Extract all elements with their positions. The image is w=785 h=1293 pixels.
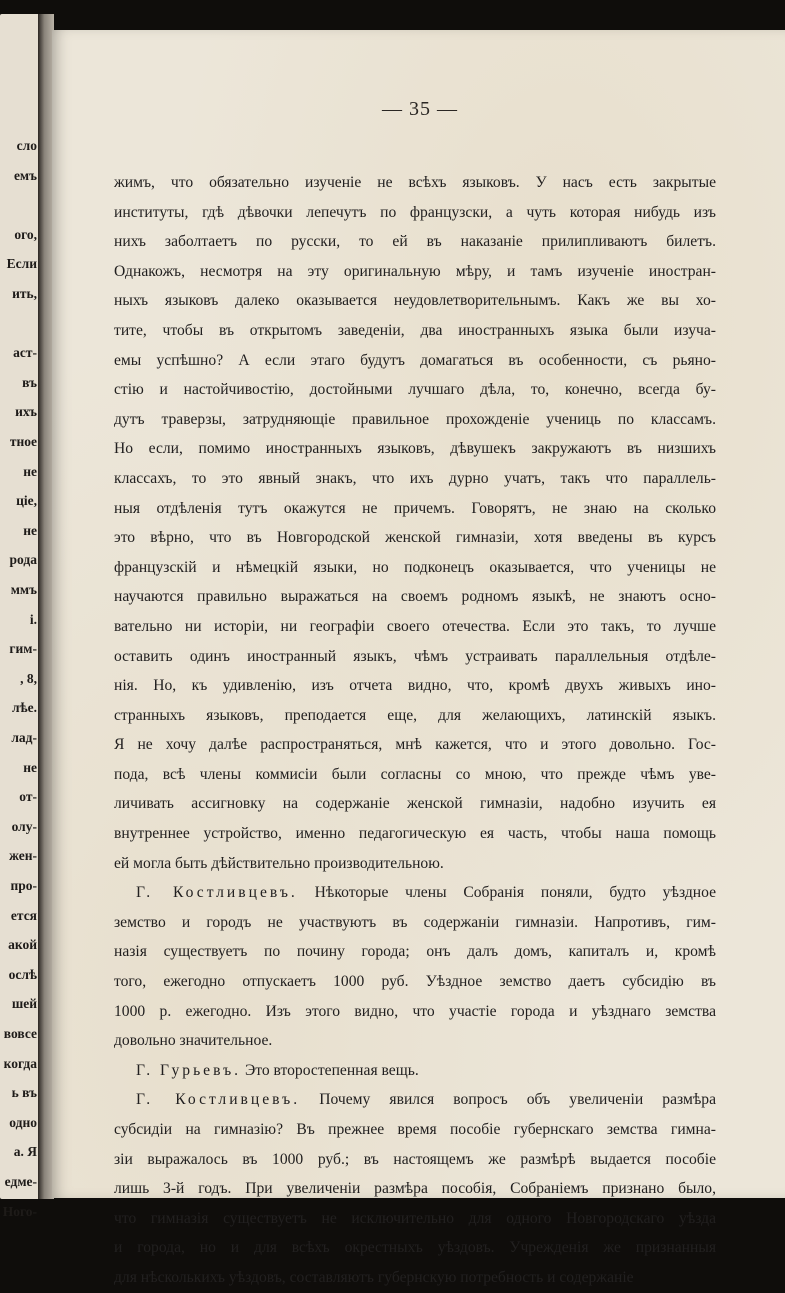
text-line: стію и настойчивостію, достойными лучшаго дѣла, то, конечно, всегда бу- xyxy=(114,381,716,399)
left-page-fragment: Ного- xyxy=(2,1203,37,1219)
left-page-fragment: не xyxy=(23,759,37,775)
left-page-fragment: емъ xyxy=(13,167,37,183)
left-page-fragment: гим- xyxy=(9,641,37,657)
left-page-fragment: ихъ xyxy=(15,404,37,420)
text-line: зіи выражалось въ 1000 руб.; въ настоящемъ же размѣрѣ выдается пособіе xyxy=(114,1150,716,1168)
text-line: оставить одинъ иностранный языкъ, чѣмъ устраивать параллельныя отдѣле- xyxy=(114,647,716,665)
left-page-fragment: аст- xyxy=(13,345,37,361)
book-page xyxy=(52,30,785,1286)
paragraph xyxy=(114,168,716,878)
text-line: ныхъ языковъ далеко оказывается неудовлетворительнымъ. Какъ же вы хо- xyxy=(114,292,716,310)
text-line: вательно ни исторіи, ни географіи своего отечества. Если это такъ, то лучше xyxy=(114,617,716,635)
text-line: лишь 3-й годъ. При увеличеніи размѣра пособія, Собраніемъ признано было, xyxy=(114,1180,716,1198)
left-page-fragment: рода xyxy=(9,552,37,568)
speech-text: Это второстепенная вещь. xyxy=(244,1061,419,1079)
left-page-fragment: тное xyxy=(9,434,37,449)
speaker-name: Г. Костливцевъ. xyxy=(136,884,298,902)
text-line: личивать ассигновку на содержаніе женской гимназіи, надобно изучить ея xyxy=(114,795,716,813)
text-line: пода, всѣ члены коммисіи были согласны со мною, что прежде чѣмъ уве- xyxy=(114,765,716,783)
text-line: довольно значительное. xyxy=(114,1032,273,1050)
text-line: классахъ, то это явный знакъ, что ихъ дурно учатъ, такъ что параллель- xyxy=(114,469,716,487)
text-line: научаются правильно выражаться на своемъ родномъ языкѣ, не знаютъ осно- xyxy=(114,588,716,606)
left-page-fragment: а. Я xyxy=(13,1144,37,1160)
paragraph xyxy=(114,878,716,1056)
left-page-fragment: от- xyxy=(19,789,37,805)
text-line: это вѣрно, что въ Новгородской женской гимназіи, хотя введены въ курсъ xyxy=(114,529,716,547)
text-line: Но если, помимо иностранныхъ языковъ, дѣвушекъ закружаютъ въ низшихъ xyxy=(114,440,716,458)
speech-text: Нѣкоторые члены Собранія поняли, будто уѣздное xyxy=(314,884,717,902)
left-page-fragment: ого, xyxy=(14,226,37,242)
left-page-fragment: Если xyxy=(6,256,37,272)
text-line: нихъ заболтаетъ по русски, то ей въ наказаніе прилипливаютъ билетъ. xyxy=(114,233,716,251)
left-page-fragment: ціе, xyxy=(16,493,37,509)
left-page-edge xyxy=(0,14,40,1219)
speaker-name: Г. Костливцевъ. xyxy=(136,1091,301,1109)
text-line: 1000 р. ежегодно. Изъ этого видно, что участіе города и уѣзднаго земства xyxy=(114,1002,716,1020)
left-page-fragment: жен- xyxy=(9,848,37,864)
text-line: ей могла быть дѣйствительно производительною. xyxy=(114,854,444,872)
text-line: институты, гдѣ дѣвочки лепечутъ по французски, а чуть которая нибудь изъ xyxy=(114,203,716,221)
text-line: нія. Но, къ удивленію, изъ отчета видно, что, кромѣ двухъ живыхъ ино- xyxy=(114,677,716,695)
text-line: Я не хочу далѣе распространяться, мнѣ кажется, что и этого довольно. Гос- xyxy=(114,736,716,754)
text-line: что гимназія существуетъ не исключительно для одного Новгородскаго уѣзда xyxy=(114,1209,716,1227)
left-page-fragment: акой xyxy=(8,937,37,953)
text-line: французскій и нѣмецкій языки, но подконецъ оказывается, что ученицы не xyxy=(114,558,716,576)
text-line: жимъ, что обязательно изученіе не всѣхъ языковъ. У насъ есть закрытые xyxy=(114,174,716,191)
text-line xyxy=(114,1056,716,1086)
left-page-fragment: одно xyxy=(9,1114,37,1130)
speech-text: Почему явился вопросъ объ увеличеніи размѣра xyxy=(319,1091,716,1109)
left-page-fragment: вовсе xyxy=(3,1026,37,1041)
text-line: того, ежегодно отпускаетъ 1000 руб. Уѣздное земство даетъ субсидію въ xyxy=(114,973,716,991)
text-line: и города, но и для всѣхъ окрестныхъ уѣздовъ. Учрежденія же признанныя xyxy=(114,1239,716,1257)
left-page-fragment: ется xyxy=(10,907,37,923)
paragraph xyxy=(114,1085,716,1292)
paragraph xyxy=(114,1056,716,1086)
text-line: тите, чтобы въ открытомъ заведеніи, два иностранныхъ языка были изуча- xyxy=(114,321,716,339)
left-page-fragment: не xyxy=(23,463,37,479)
left-page-fragment: не xyxy=(23,522,37,538)
text-line: для нѣсколькихъ уѣздовъ, составляютъ губернскую потребность и содержаніе xyxy=(114,1268,634,1286)
left-page-fragment: ить, xyxy=(12,286,37,301)
left-page-fragment: про- xyxy=(10,878,37,893)
text-line xyxy=(114,878,716,908)
left-page-fragment: лѣе. xyxy=(11,700,37,716)
left-page-fragment: олу- xyxy=(11,818,37,834)
text-line: Однакожъ, несмотря на эту оригинальную мѣру, и тамъ изученіе иностран- xyxy=(114,262,716,280)
text-line: дутъ траверзы, затрудняющіе правильное прохожденіе учениць по классамъ. xyxy=(114,410,716,428)
text-line: емы успѣшно? А если этаго будутъ домагаться въ особенности, съ рьяно- xyxy=(114,351,716,369)
left-page-fragment: когда xyxy=(3,1055,37,1071)
left-page-fragment: лад- xyxy=(11,730,37,745)
left-page-fragment: ммъ xyxy=(10,582,37,597)
text-line: странныхъ языковъ, преподается еще, для желающихъ, латинскій языкъ. xyxy=(114,706,716,724)
left-page-fragment: шей xyxy=(11,996,37,1012)
page-body xyxy=(114,168,716,1293)
left-page-fragment: ослѣ xyxy=(8,966,37,982)
page-number: — 35 — xyxy=(382,98,458,120)
left-page-fragment: і. xyxy=(29,611,37,627)
speaker-name: Г. Гурьевъ. xyxy=(136,1061,242,1079)
left-page-fragment: сло xyxy=(16,138,37,153)
left-page-fragment: едме- xyxy=(4,1174,37,1189)
left-page-fragment: ь въ xyxy=(11,1085,37,1101)
left-page-fragment: , 8, xyxy=(20,670,37,686)
text-line: внутреннее устройство, именно педагогическую ея часть, чтобы наша помощь xyxy=(114,825,716,843)
text-line: ныя отдѣленія тутъ окажутся не причемъ. Говорятъ, не знаю на сколько xyxy=(114,499,716,517)
text-line: земство и городъ не участвуютъ въ содержаніи гимназіи. Напротивъ, гим- xyxy=(114,913,716,931)
left-page-fragment: въ xyxy=(22,374,37,390)
text-line: субсидіи на гимназію? Въ прежнее время пособіе губернскаго земства гимна- xyxy=(114,1121,716,1138)
text-line xyxy=(114,1085,716,1115)
text-line: назія существуетъ по почину города; онъ далъ домъ, капиталъ и, кромѣ xyxy=(114,943,716,961)
